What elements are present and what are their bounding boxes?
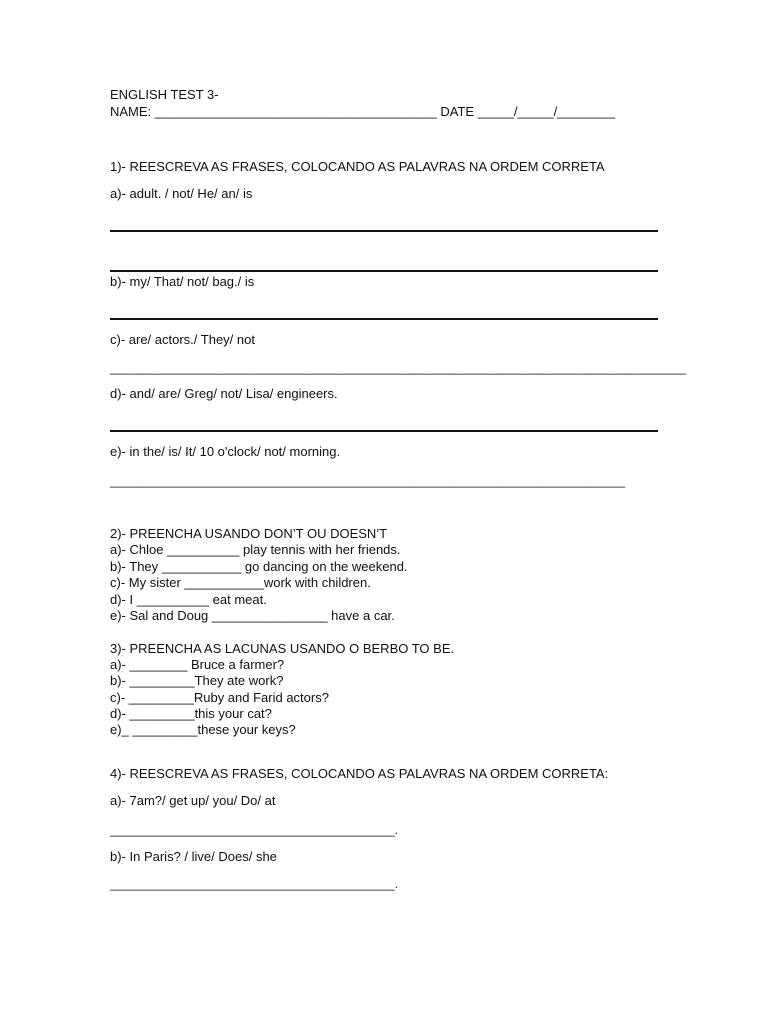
section3-heading: 3)- PREENCHA AS LACUNAS USANDO O BERBO TO BE. <box>110 641 455 656</box>
answer-line-4b: __________________________________________. <box>110 877 399 891</box>
answer-line-e: ____________________________________________________________________________ <box>110 474 626 488</box>
section3-item-c: c)- _________Ruby and Farid actors? <box>110 690 329 705</box>
section2-item-c: c)- My sister ___________work with children. <box>110 575 371 590</box>
section3-item-b: b)- _________They ate work? <box>110 673 284 688</box>
section4-item-a: a)- 7am?/ get up/ you/ Do/ at <box>110 793 276 808</box>
section2-item-e: e)- Sal and Doug ________________ have a car. <box>110 608 395 623</box>
answer-line-c: _____________________________________________________________________________________ <box>110 361 687 375</box>
section4-heading: 4)- REESCREVA AS FRASES, COLOCANDO AS PALAVRAS NA ORDEM CORRETA: <box>110 766 609 781</box>
section4-item-b: b)- In Paris? / live/ Does/ she <box>110 849 277 864</box>
section3-item-e: e)_ _________these your keys? <box>110 722 296 737</box>
answer-rule <box>110 430 658 432</box>
section1-item-b: b)- my/ That/ not/ bag./ is <box>110 274 255 289</box>
section1-item-a: a)- adult. / not/ He/ an/ is <box>110 186 253 201</box>
section1-item-c: c)- are/ actors./ They/ not <box>110 332 255 347</box>
answer-line-4a: __________________________________________. <box>110 823 399 837</box>
section3-item-d: d)- _________this your cat? <box>110 706 272 721</box>
section2-heading: 2)- PREENCHA USANDO DON’T OU DOESN’T <box>110 526 388 541</box>
answer-rule <box>110 270 658 272</box>
section3-item-a: a)- ________ Bruce a farmer? <box>110 657 285 672</box>
section1-item-e: e)- in the/ is/ It/ 10 o'clock/ not/ morning. <box>110 444 341 459</box>
section1-heading: 1)- REESCREVA AS FRASES, COLOCANDO AS PALAVRAS NA ORDEM CORRETA <box>110 159 605 174</box>
test-title: ENGLISH TEST 3- <box>110 87 219 102</box>
answer-rule <box>110 230 658 232</box>
section2-item-b: b)- They ___________ go dancing on the weekend. <box>110 559 408 574</box>
section1-item-d: d)- and/ are/ Greg/ not/ Lisa/ engineers. <box>110 386 338 401</box>
answer-rule <box>110 318 658 320</box>
section2-item-d: d)- I __________ eat meat. <box>110 592 267 607</box>
name-date-line: NAME: _______________________________________ DATE _____/_____/________ <box>110 104 616 119</box>
section2-item-a: a)- Chloe __________ play tennis with her friends. <box>110 542 401 557</box>
